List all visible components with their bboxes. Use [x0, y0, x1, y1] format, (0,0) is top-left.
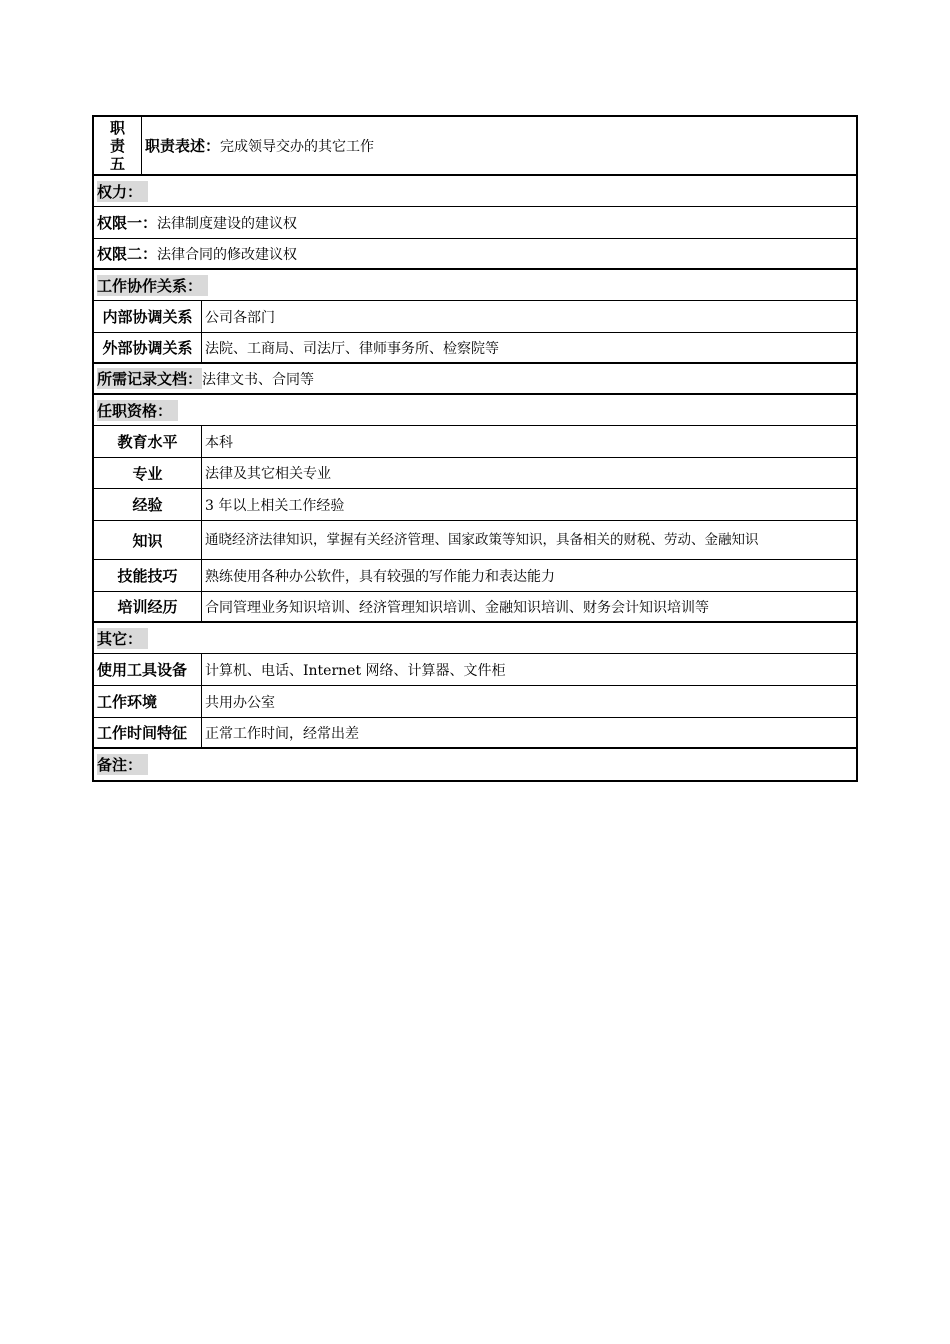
qual-skills-value: 熟练使用各种办公软件，具有较强的写作能力和表达能力 — [205, 568, 555, 585]
duty-desc-value: 完成领导交办的其它工作 — [220, 138, 375, 155]
authority-title: 权力： — [97, 181, 148, 202]
qual-experience-label: 经验 — [94, 489, 202, 520]
other-title-cell — [94, 623, 151, 653]
records-label: 所需记录文档： — [97, 370, 203, 388]
qualification-title-cell — [94, 395, 181, 425]
qual-major-value: 法律及其它相关专业 — [205, 466, 331, 482]
qual-row-skills — [94, 560, 856, 592]
qual-row-training — [94, 592, 856, 623]
collab-internal-value: 公司各部门 — [205, 309, 275, 326]
other-environment-value: 共用办公室 — [205, 694, 275, 711]
records-row — [94, 364, 856, 395]
qual-training-label: 培训经历 — [94, 592, 202, 621]
duty-description — [142, 117, 856, 174]
other-tools-value: 计算机、电话、Internet 网络、计算器、文件柜 — [205, 662, 506, 679]
authority-header-row — [94, 176, 856, 207]
qual-knowledge-label: 知识 — [94, 521, 202, 559]
other-environment-label: 工作环境 — [94, 686, 202, 717]
collaboration-title: 工作协作关系： — [97, 275, 208, 296]
authority-1-cell — [94, 207, 300, 238]
qualification-title: 任职资格： — [97, 400, 178, 421]
duty-char-1: 职 — [109, 118, 125, 137]
other-worktime-label: 工作时间特征 — [94, 718, 202, 747]
qual-education-value: 本科 — [205, 434, 233, 451]
collab-row-internal — [94, 301, 856, 333]
duty-row — [94, 117, 856, 176]
collab-internal-label: 内部协调关系 — [94, 301, 202, 332]
other-row-worktime — [94, 718, 856, 749]
duty-number-label — [94, 117, 142, 174]
notes-title-cell — [94, 749, 151, 780]
authority-2-cell — [94, 239, 300, 268]
authority-row-1 — [94, 207, 856, 239]
other-header-row — [94, 623, 856, 654]
collab-external-label: 外部协调关系 — [94, 333, 202, 362]
authority-row-2 — [94, 239, 856, 270]
collaboration-title-cell — [94, 270, 211, 300]
other-row-environment — [94, 686, 856, 718]
collab-external-value: 法院、工商局、司法厅、律师事务所、检察院等 — [205, 340, 499, 357]
qual-major-label: 专业 — [94, 458, 202, 488]
other-worktime-value: 正常工作时间，经常出差 — [205, 725, 359, 742]
notes-row — [94, 749, 856, 780]
job-description-table — [92, 115, 858, 782]
duty-char-3: 五 — [109, 154, 125, 173]
duty-desc-label: 职责表述： — [145, 137, 221, 155]
authority-2-value: 法律合同的修改建议权 — [157, 246, 298, 263]
qual-row-experience — [94, 489, 856, 521]
qual-row-major — [94, 458, 856, 489]
collab-row-external — [94, 333, 856, 364]
qual-experience-value: 3 年以上相关工作经验 — [205, 497, 345, 514]
qual-training-value: 合同管理业务知识培训、经济管理知识培训、金融知识培训、财务会计知识培训等 — [205, 599, 709, 616]
authority-1-label: 权限一： — [97, 214, 158, 232]
collaboration-header-row — [94, 270, 856, 301]
authority-2-label: 权限二： — [97, 245, 158, 263]
qual-education-label: 教育水平 — [94, 426, 202, 457]
qual-knowledge-value: 通晓经济法律知识，掌握有关经济管理、国家政策等知识，具备相关的财税、劳动、金融知识 — [205, 532, 759, 548]
other-title: 其它： — [97, 628, 148, 649]
authority-title-cell — [94, 176, 151, 206]
other-tools-label: 使用工具设备 — [94, 654, 202, 685]
records-cell — [94, 364, 317, 393]
duty-char-2: 责 — [109, 136, 125, 155]
qual-row-knowledge — [94, 521, 856, 560]
qual-row-education — [94, 426, 856, 458]
notes-title: 备注： — [97, 754, 148, 775]
records-value: 法律文书、合同等 — [202, 371, 315, 388]
other-row-tools — [94, 654, 856, 686]
qualification-header-row — [94, 395, 856, 426]
authority-1-value: 法律制度建设的建议权 — [157, 215, 298, 232]
qual-skills-label: 技能技巧 — [94, 560, 202, 591]
